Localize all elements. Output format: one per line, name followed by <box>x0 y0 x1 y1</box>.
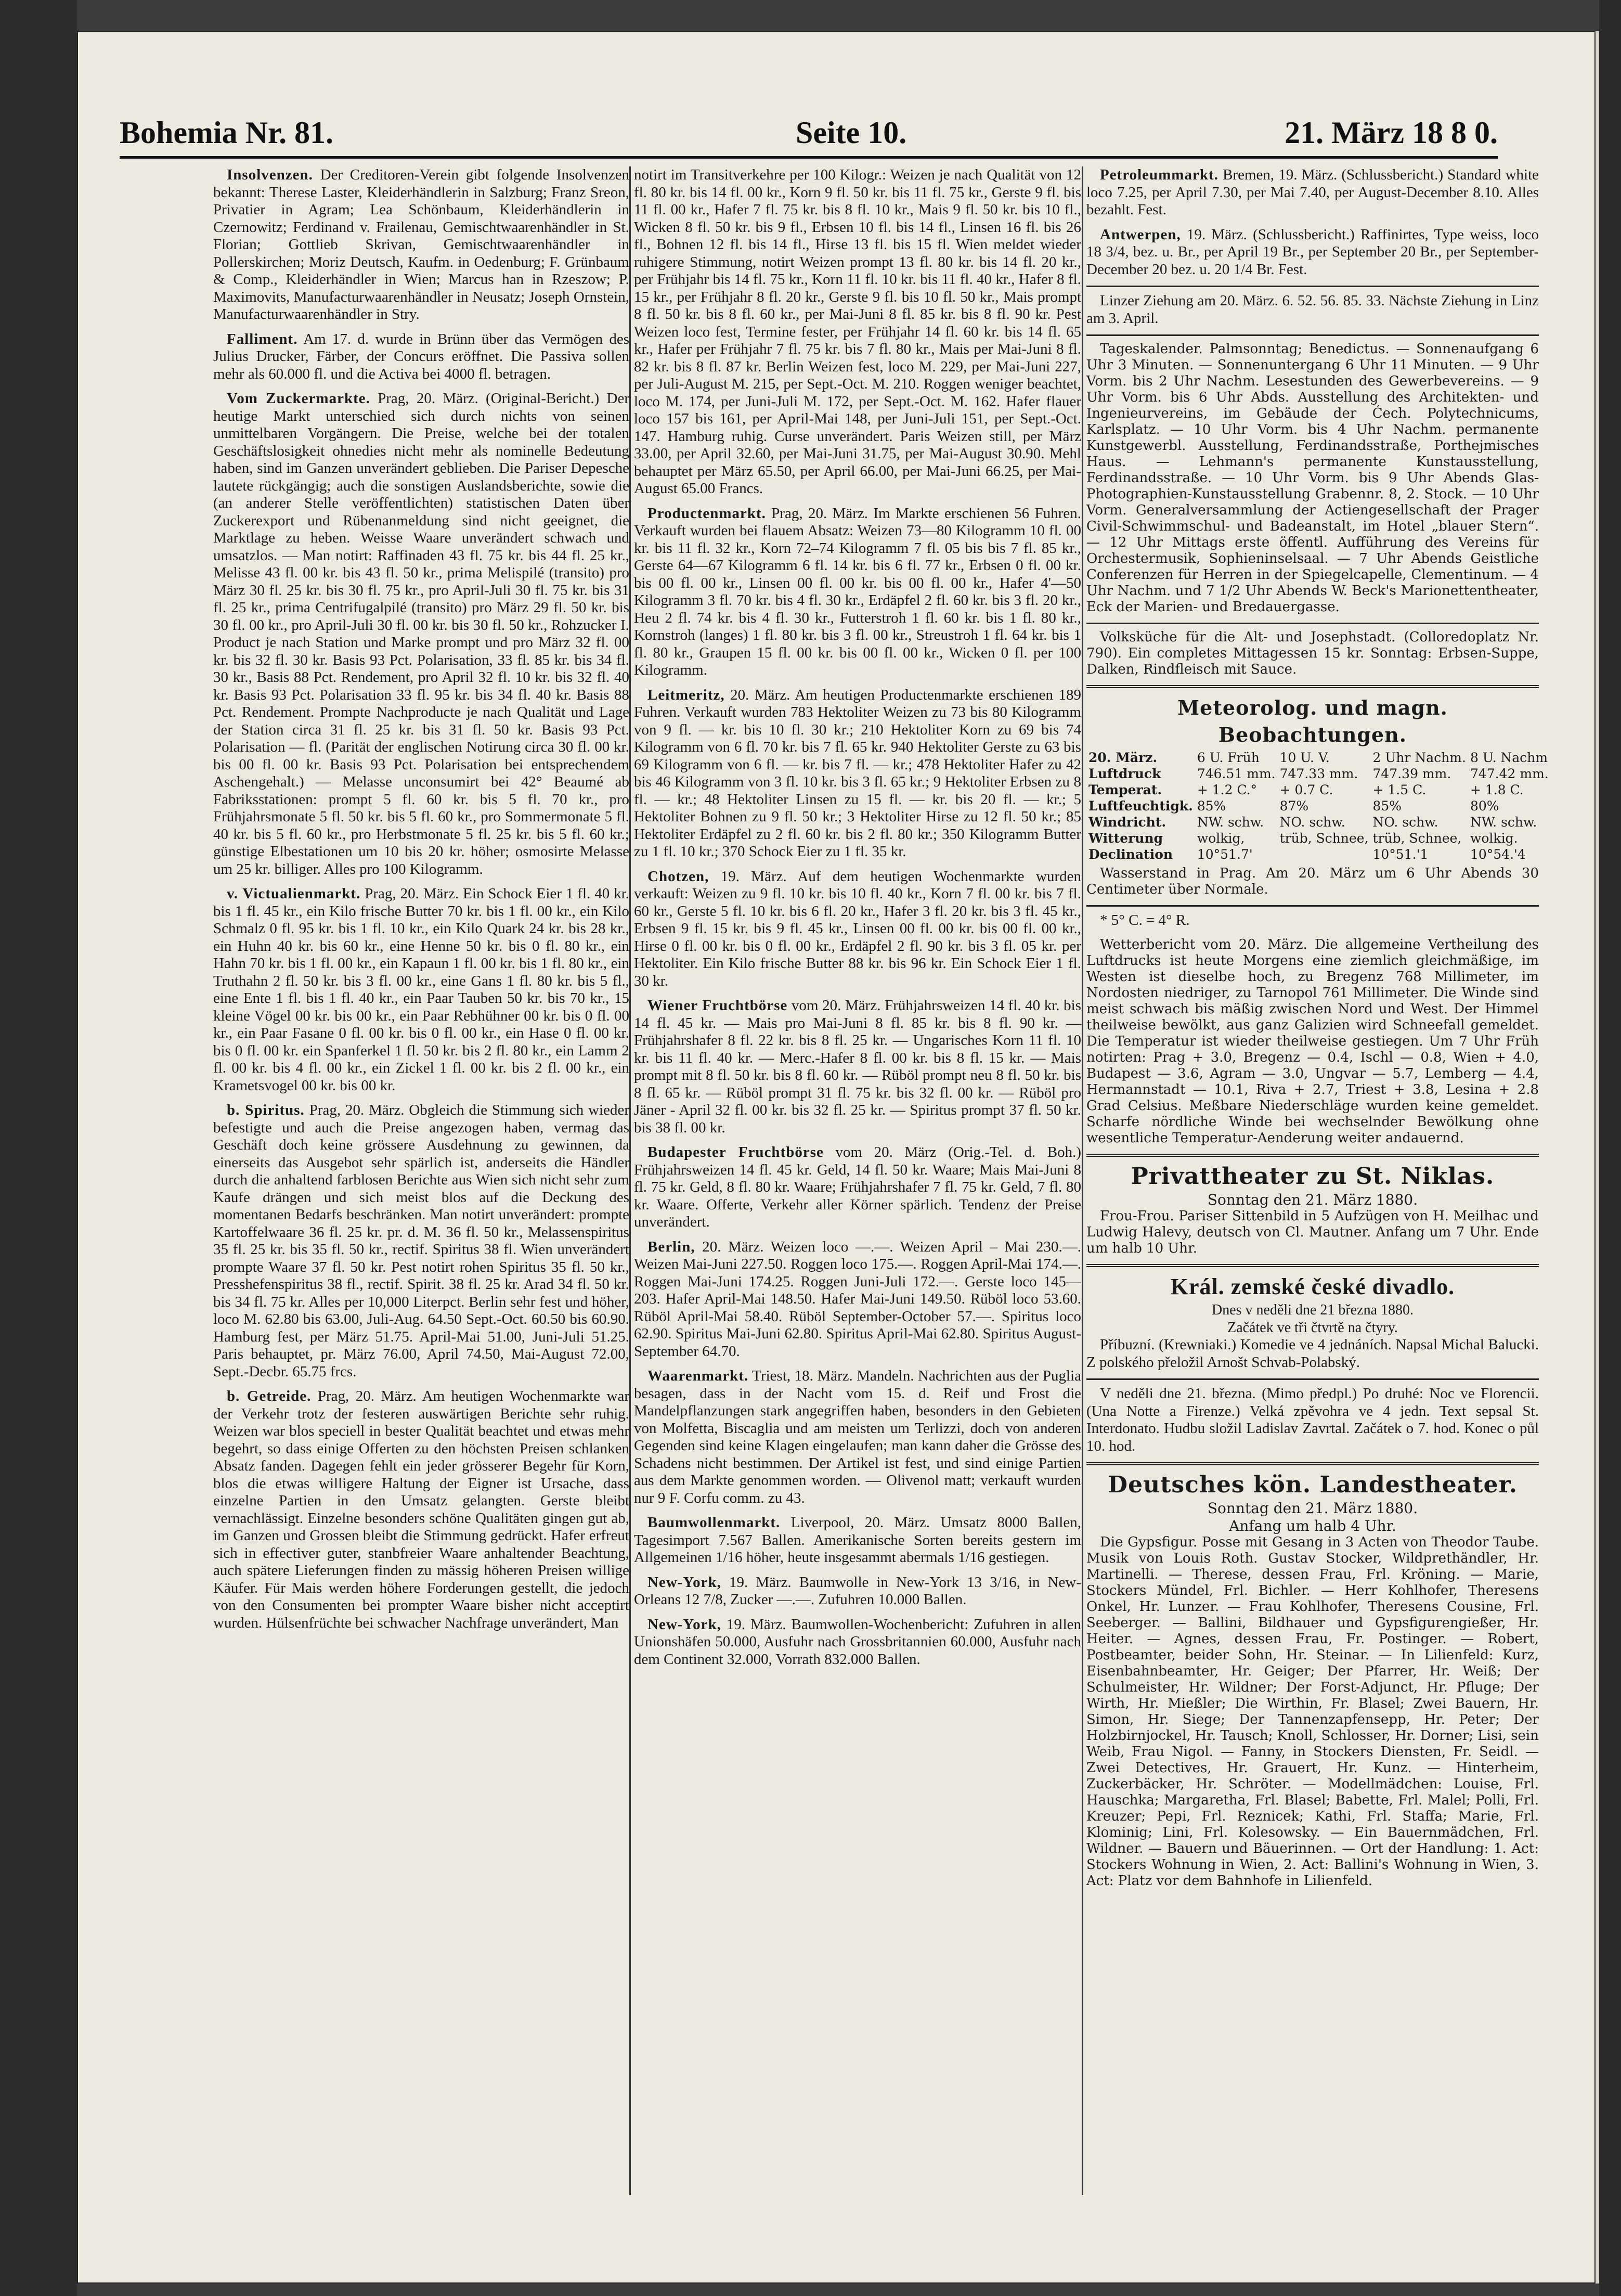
meteo-cell: trüb, Schnee, <box>1372 831 1462 846</box>
article-spiritus <box>213 1102 629 1381</box>
tageskalender-text: Tageskalender. Palmsonntag; Benedictus. — Sonnenaufgang 6 Uhr 3 Minuten. — Sonnenuntergang 6 Uhr 11 Minuten. — 9 Uhr Vorm. bis 2 Uhr Nachm. Lesestunden des Gewerbevereins. — 9 Uhr Vorm. bis 6 Uhr Abds. Ausstellung des Architekten- und Ingenieurvereins, im Gebäude der Ćech. Polytechnicums, Karlsplatz. — 10 Uhr Vorm. bis 4 Uhr Nachm. permanente Kunstgewerbl. Ausstellung, Ferdinandsstraße, Porthejmisches Haus. — Lehmann's permanente Kunstausstellung, Ferdinandsstraße. — 10 Uhr Vorm. bis 9 Uhr Abends Glas-Photographien-Kunstausstellung Grabennr. 8, 2. Stock. — 10 Uhr Vorm. Generalversammlung der Actiengesellschaft der Prager Civil-Schwimmschul- und Badeanstalt, im Hotel „blauer Stern“. — 12 Uhr Mittags erste öffentl. Aufführung des Vereins für Orchestermusik, Sophieninselsaal. — 7 Uhr Abends Geistliche Conferenzen für Herren in der Spiegelcapelle, Clementinum. — 4 Uhr Nachm. und 7 1/2 Uhr Abends W. Beck's Marionettentheater, Eck der Marien- und Bredauergasse. <box>1086 341 1539 615</box>
wasserstand <box>1086 866 1539 898</box>
article-heading: Antwerpen, <box>1100 226 1181 243</box>
article-heading: b. Spiritus. <box>227 1102 305 1118</box>
article-heading: Insolvenzen. <box>227 166 313 183</box>
meteo-row-label: Temperat. <box>1088 782 1162 797</box>
meteo-table <box>1086 750 1551 862</box>
meteo-row <box>1086 782 1551 798</box>
meteo-cell: 747.39 mm. <box>1372 766 1451 781</box>
meteo-row <box>1086 846 1551 862</box>
meteo-cell: 10°51.'1 <box>1372 847 1429 862</box>
linzer-ziehung-text: Linzer Ziehung am 20. März. 6. 52. 56. 85. 33. Nächste Ziehung in Linz am 3. April. <box>1086 292 1539 327</box>
article-heading: Leitmeritz, <box>647 686 725 703</box>
meteo-row-label: Windricht. <box>1088 815 1166 830</box>
article-leitmeritz <box>634 687 1081 861</box>
meteo-cell: 10 U. V. <box>1279 750 1330 765</box>
scan-left-margin <box>0 0 77 2296</box>
meteo-cell: + 1.8 C. <box>1470 782 1524 797</box>
wetterbericht <box>1086 937 1539 1146</box>
meteo-row-label: 20. März. <box>1088 750 1158 765</box>
article-productenmarkt <box>634 505 1081 679</box>
meteo-row <box>1086 830 1551 846</box>
article-body: Prag, 20. März. (Original-Bericht.) Der heutige Markt unterschied sich durch nichts von seinen unmittelbaren Vorgängern. Die Preise, welche bei der totalen Geschäftslosigkeit ohnedies nicht mehr als nominelle Bedeutung haben, sind im Ganzen unverändert geblieben. Die Pariser Depesche lautete rückgängig; auch die sonstigen Auslandsberichte, sowie die (an anderer Stelle veröffentlichten) statistischen Daten über Zuckerexport und Rübenanmeldung sind nicht geeignet, die Marktlage zu heben. Weisse Waare unverändert schwach und umsatzlos. — Man notirt: Raffinaden 43 fl. 75 kr. bis 44 fl. 25 kr., Melisse 43 fl. 00 kr. bis 43 fl. 50 kr., prima Melispilé (transito) pro März 30 fl. 25 kr. bis 30 fl. 75 kr., pro April-Juli 30 fl. 75 kr. bis 31 fl. 25 kr., prima Centrifugalpilé (transito) pro März 29 fl. 50 kr. bis 30 fl. 00 kr., pro April-Juli 30 fl. 00 kr. bis 30 fl. 50 kr., Rohzucker I. Product je nach Station und Marke prompt und pro März 32 fl. 00 kr. bis 32 fl. 30 kr. Basis 93 Pct. Polarisation, 33 fl. 85 kr. bis 34 fl. 30 kr., Basis 88 Pct. Rendement, pro April 32 fl. 10 kr. bis 32 fl. 40 kr. Basis 93 Pct. Polarisation 33 fl. 95 kr. bis 34 fl. 40 kr. Basis 88 Pct. Rendement. Prompte Nachproducte je nach Qualität und Lage der Station circa 31 fl. 25 kr. bis 31 fl. 50 kr. Basis 93 Pct. Polarisation — fl. (Parität der englischen Notirung circa 30 fl. 00 kr. bis 00 fl. 00 kr. Basis 93 Pct. Polarisation bei entsprechendem Aschengehalt.) — Melasse unconsumirt bei 42° Beaumé ab Fabriksstationen: prompt 5 fl. 60 kr. bis 5 fl. 70 kr., pro Frühjahrsmonate 5 fl. 50 kr. bis 5 fl. 60 kr., pro Sommermonate 5 fl. 40 kr. bis 5 fl. 60 kr., pro Herbstmonate 5 fl. 25 kr. bis 5 fl. 60 kr.; günstige Elbestationen um 10 bis 20 kr. höher; osmosirte Melasse um 25 kr. billiger. Alles pro 100 Kilogramm. <box>213 390 630 878</box>
double-rule <box>1086 1264 1539 1267</box>
wetterbericht-text: Wetterbericht vom 20. März. Die allgemeine Vertheilung des Luftdrucks ist heute Morgens eine ziemlich gleichmäßige, im Westen ist dieselbe hoch, zu Bregenz 768 Millimeter, im Nordosten niedriger, zu Tarnopol 761 Millimeter. Die Winde sind meist schwach bis mäßig zwischen Nord und West. Der Himmel theilweise bewölkt, aus ganz Galizien wird Schneefall gemeldet. Die Temperatur ist wieder theilweise gestiegen. Um 7 Uhr Früh notirten: Prag + 3.0, Bregenz — 0.4, Ischl — 0.8, Wien + 4.0, Budapest — 3.6, Agram — 3.0, Ungvar — 5.7, Lemberg — 4.4, Hermannstadt — 10.1, Riva + 2.7, Triest + 3.8, Lesina + 2.8 Grad Celsius. Meßbare Niederschläge wurden keine gemeldet. Scharfe nördliche Winde bei wechselnder Bewölkung ohne wesentliche Temperatur-Aenderung weiter andauernd. <box>1086 936 1539 1146</box>
article-body: Prag, 20. März. Ein Schock Eier 1 fl. 40 kr. bis 1 fl. 45 kr., ein Kilo frische Butter 70 kr. bis 1 fl. 00 kr., ein Kilo Schmalz 0 fl. 95 kr. bis 1 fl. 10 kr., ein Kilo Quark 24 kr. bis 28 kr., ein Huhn 40 kr. bis 60 kr., eine Henne 50 kr. bis 0 fl. 80 kr., ein Hahn 70 kr. bis 1 fl. 00 kr., ein Kapaun 1 fl. 00 kr. bis 1 fl. 80 kr., ein Truthahn 2 fl. 50 kr. bis 3 fl. 00 kr., eine Gans 1 fl. 80 kr. bis 5 fl., eine Ente 1 fl. bis 1 fl. 40 kr., ein Paar Tauben 50 kr. bis 70 kr., 15 kleine Vögel 00 kr. bis 00 kr., ein Paar Rebhühner 00 kr. bis 0 fl. 00 kr., ein Paar Fasane 0 fl. 00 kr. bis 0 fl. 00 kr., ein Hase 0 fl. 00 kr. bis 0 fl. 00 kr. ein Spanferkel 1 fl. 50 kr. bis 2 fl. 80 kr., ein Lamm 2 fl. 00 kr. bis 4 fl. 00 kr., ein Zickel 1 fl. 00 kr. bis 2 fl. 00 kr., ein Krametsvogel 00 kr. bis 00 kr. <box>213 885 629 1094</box>
meteo-row <box>1086 766 1551 782</box>
meteo-cell: 10°51.7' <box>1197 847 1253 862</box>
kral-evening-text: V neděli dne 21. března. (Mimo předpl.) Po druhé: Noc ve Florencii. (Una Notte a Firenze.) Velká zpěvohra ve 4 jedn. Text sepsal St. Interdonato. Hudbu složil Ladislav Zavrtal. Začátek o 7. hod. Konec o půl 10. hod. <box>1086 1385 1539 1454</box>
article-chotzen <box>634 868 1081 990</box>
landestheater-title: Deutsches kön. Landestheater. <box>1107 1472 1518 1498</box>
meteo-cell: 747.33 mm. <box>1279 766 1358 781</box>
article-heading: v. Victualienmarkt. <box>227 885 361 902</box>
article-body: 19. März. (Schlussbericht.) Raffinirtes, Type weiss, loco 18 3/4, bez. u. Br., per April 19 Br., per September 20 Br., per September-December 20 bez. u. 20 1/4 Br. Fest. <box>1086 226 1539 278</box>
meteo-row-label: Witterung <box>1088 831 1163 846</box>
article-heading: Petroleummarkt. <box>1100 166 1218 183</box>
article-wiener-fruchtboerse <box>634 997 1081 1137</box>
section-rule <box>1086 905 1539 907</box>
meteo-cell: 2 Uhr Nachm. <box>1372 750 1466 765</box>
double-rule <box>1086 685 1539 688</box>
meteo-cell: NO. schw. <box>1372 815 1438 830</box>
wasserstand-text: Wasserstand in Prag. Am 20. März um 6 Uhr Abends 30 Centimeter über Normale. <box>1086 866 1539 897</box>
article-heading: Vom Zuckermarkte. <box>227 390 370 407</box>
header-page-number: Seite 10. <box>796 115 907 150</box>
meteo-cell: 85% <box>1197 798 1226 814</box>
meteo-cell: 746.51 mm. <box>1197 766 1276 781</box>
tageskalender <box>1086 341 1539 615</box>
meteo-cell: NW. schw. <box>1197 815 1264 830</box>
article-new-york-1 <box>634 1574 1081 1609</box>
article-body: Prag, 20. März. Am heutigen Wochenmarkte war der Verkehr trotz der festeren auswärtigen Berichte sehr ruhig. Weizen war blos speciell in bester Qualität beachtet und etwas mehr begehrt, so dass einige Offerten zu den höchsten Preisen schlanken Absatz fanden. Dagegen fehlt ein jeder grösserer Begehr für Korn, blos die etwas willigere Haltung der Eigner ist Ursache, dass einzelne Partien in den Umsatz gelangten. Gerste bleibt vernachlässigt. Einzelne besonders schöne Qualitäten gingen gut ab, im Ganzen und Grossen bleibt die Stimmung gedrückt. Hafer erfreut sich in effectiver guter, stanbfreier Waare anhaltender Beachtung, auch spätere Lieferungen finden zu mässig höheren Preisen willige Käufer. Für Mais werden höhere Forderungen gestellt, die jedoch von den Consumenten bei prompter Waare bisher nicht acceptirt wurden. Hülsenfrüchte bei schwacher Nachfrage unverändert, Man <box>213 1388 630 1631</box>
double-rule <box>1086 1462 1539 1465</box>
article-waarenmarkt <box>634 1368 1081 1507</box>
meteo-cell: trüb, Schnee, <box>1279 831 1369 846</box>
column-3 <box>1082 166 1549 2195</box>
kral-evening <box>1086 1385 1539 1455</box>
article-body: Prag, 20. März. Obgleich die Stimmung sich wieder befestigte und auch die Preise angezogen haben, vermag das Geschäft doch keine grössere Ausdehnung zu gewinnen, da einerseits das Ausgebot sehr spärlich ist, anderseits die Händler durch die anhaltend farblosen Berichte aus Wien sich nicht sehr zum Kaufe drängen und sich meist blos auf die Deckung des momentanen Bedarfs beschränken. Man notirt unverändert: prompte Kartoffelwaare 36 fl. 25 kr. pr. d. M. 36 fl. 50 kr., Melassenspiritus 35 fl. 25 kr. bis 35 fl. 50 kr., rectif. Spiritus 38 fl. Wien unverändert prompte Waare 37 fl. 50 kr. Pest notirt rohen Spiritus 35 fl. 50 kr., Presshefenspiritus 38 fl., rectif. Spirit. 38 fl. 25 kr. Arad 34 fl. 50 kr. bis 34 fl. 75 kr. Alles per 10,000 Literpct. Berlin sehr fest und höher, loco M. 62.80 bis 63.00, Juli-Aug. 64.50 Sept.-Oct. 60.50 bis 60.90. Hamburg fest, per März 51.75. April-Mai 51.00, Juni-Juli 51.25. Paris behauptet, pr. März 76.00, April 74.50, Mai-August 72.00, Sept.-Decbr. 65.75 frcs. <box>213 1102 630 1380</box>
article-budapester-fruchtboerse <box>634 1144 1081 1231</box>
scan-right-edge <box>1599 0 1621 2296</box>
meteo-row <box>1086 798 1551 814</box>
article-body: Am 17. d. wurde in Brünn über das Vermögen des Julius Drucker, Färber, der Concurs eröffnet. Die Passiva sollen mehr als 60.000 fl. und die Activa bei 4000 fl. betragen. <box>213 330 629 382</box>
article-heading: Budapester Fruchtbörse <box>647 1144 824 1160</box>
meteo-row-label: Luftfeuchtigk. <box>1088 798 1193 814</box>
article-heading: Baumwollenmarkt. <box>647 1514 781 1531</box>
header-publication: Bohemia Nr. 81. <box>120 115 334 150</box>
meteo-cell: + 1.2 C.° <box>1197 782 1257 797</box>
article-body: vom 20. März. Frühjahrsweizen 14 fl. 40 kr. bis 14 fl. 45 kr. — Mais pro Mai-Juni 8 fl. 85 kr. bis 8 fl. 90 kr. — Frühjahrshafer 8 fl. 22 kr. bis 8 fl. 25 kr. — Ungarisches Korn 11 fl. 10 kr. bis 11 fl. 40 kr. — Merc.-Hafer 8 fl. 00 kr. bis 8 fl. 15 kr. — Mais prompt mit 8 fl. 50 kr. bis 8 fl. 60 kr. — Rüböl prompt neu 8 fl. 50 kr. bis 8 fl. 65 kr. — Rüböl prompt 31 fl. 75 kr. bis 32 fl. 00 kr. — Rüböl pro Jäner - April 32 fl. 00 kr. bis 32 fl. 25 kr. — Spiritus prompt 37 fl. 50 kr. bis 38 fl. 00 kr. <box>634 997 1081 1136</box>
article-heading: Wiener Fruchtbörse <box>647 997 788 1014</box>
linzer-ziehung <box>1086 292 1539 327</box>
article-body: Prag, 20. März. Im Markte erschienen 56 Fuhren. Verkauft wurden bei flauem Absatz: Weizen 73—80 Kilogramm 10 fl. 00 kr. bis 11 fl. 32 kr., Korn 72–74 Kilogramm 7 fl. 05 bis bis 7 fl. 85 kr., Gerste 64—67 Kilogramm 6 fl. 14 kr. bis 6 fl. 77 kr., Erbsen 0 fl. 00 kr. bis 00 fl. 00 kr., Linsen 00 fl. 00 kr. bis 00 fl. 00 kr., Hafer 4'—50 Kilogramm 3 fl. 70 kr. bis 4 fl. 30 kr., Erdäpfel 2 fl. 60 kr. bis 3 fl. 20 kr., Heu 2 fl. 74 kr. bis 4 fl. 30 kr., Futterstroh 1 fl. 60 kr. bis 1 fl. 80 kr., Kornstroh (langes) 1 fl. 80 kr. bis 3 fl. 00 kr., Streustroh 1 fl. 64 kr. bis 1 fl. 80 kr., Graupen 15 fl. 00 kr. bis 00 fl. 00 kr., Wicken 0 fl. per 100 Kilogramm. <box>634 505 1081 678</box>
column-1 <box>213 166 629 2195</box>
double-rule <box>1086 1154 1539 1157</box>
meteo-cell: 6 U. Früh <box>1197 750 1260 765</box>
section-rule <box>1086 334 1539 336</box>
volkskueche-text: Volksküche für die Alt- und Josephstadt. (Colloredoplatz Nr. 790). Ein completes Mittagessen 15 kr. Sonntag: Erbsen-Suppe, Dalken, Rindfleisch mit Sauce. <box>1086 629 1539 677</box>
article-heading: New-York, <box>647 1616 721 1633</box>
meteo-cell: wolkig. <box>1470 831 1518 846</box>
meteo-cell: + 1.5 C. <box>1372 782 1427 797</box>
meteo-title: Meteorolog. und magn. Beobachtungen. <box>1177 696 1448 746</box>
privattheater-program <box>1086 1208 1539 1257</box>
meteo-cell: 10°54.'4 <box>1470 847 1526 862</box>
article-falliment <box>213 331 629 383</box>
article-berlin <box>634 1239 1081 1361</box>
meteo-cell: wolkig, <box>1197 831 1245 846</box>
meteo-cell: 80% <box>1470 798 1499 814</box>
section-rule <box>1086 286 1539 287</box>
article-body: notirt im Transitverkehre per 100 Kilogr.: Weizen je nach Qualität von 12 fl. 80 kr. bis 14 fl. 00 kr., Korn 9 fl. 50 kr. bis 11 fl. 75 kr., Gerste 9 fl. bis 11 fl. 00 kr., Hafer 7 fl. 75 kr. bis 8 fl. 10 kr., Mais 9 fl. 50 kr. bis 10 fl., Wicken 8 fl. 50 kr. bis 9 fl., Erbsen 10 fl. bis 14 fl., Linsen 16 fl. bis 26 fl., Bohnen 12 fl. bis 14 fl., Hirse 13 fl. bis 15 fl. Wien meldet wieder ruhigere Stimmung, notirt Weizen prompt 13 fl. 80 kr. bis 14 fl. 20 kr., per Frühjahr bis 14 fl. 75 kr., Korn 11 fl. 10 kr. bis 11 fl. 40 kr., Hafer 8 fl. 15 kr., per Frühjahr 8 fl. 20 kr., Gerste 9 fl. bis 10 fl. 50 kr., Mais prompt 8 fl. 50 kr. bis 8 fl. 60 kr., per Mai-Juni 8 fl. 85 kr. bis 8 fl. 90 kr. Pest Weizen loco fest, Termine fester, per Frühjahr 14 fl. 60 kr. bis 14 fl. 65 kr., Hafer per Frühjahr 7 fl. 75 kr. bis 7 fl. 80 kr., Mais per Mai-Juni 8 fl. 82 kr. bis 8 fl. 87 kr. Berlin Weizen fest, loco M. 229, per Mai-Juni 227, per Juli-August M. 215, per Sept.-Oct. M. 210. Roggen weniger beachtet, loco M. 174, per Juni-Juli M. 172, per Sept.-Oct. M. 162. Hafer flauer loco 157 bis 161, per April-Mai 148, per Juni-Juli 151, per Sept.-Oct. 147. Hamburg ruhig. Curse unverändert. Paris Weizen still, per März 33.00, per April 32.60, per Mai-Juni 31.75, per Mai-August 30.90. Mehl behauptet per März 65.50, per April 66.00, per Mai-Juni 66.25, per Mai-August 65.00 Francs. <box>634 166 1081 497</box>
meteo-cell: 87% <box>1279 798 1309 814</box>
meteo-row-label: Luftdruck <box>1088 766 1161 781</box>
landestheater-text: Die Gypsfigur. Posse mit Gesang in 3 Acten von Theodor Taube. Musik von Louis Roth. Gustav Stocker, Wildprethändler, Hr. Martinelli. — Therese, dessen Frau, Frl. Kröning. — Marie, Stockers Mündel, Frl. Bichler. — Herr Kohlhofer, Theresens Onkel, Hr. Lunzer. — Frau Kohlhofer, Theresens Cousine, Frl. Seeberger. — Ballini, Bildhauer und Gypsfigurengießer, Hr. Heiter. — Agnes, dessen Frau, Fr. Postinger. — Robert, Postbeamter, beider Sohn, Hr. Steinar. — In Lilienfeld: Kurz, Eisenbahnbeamter, Hr. Geiger; Der Pfarrer, Hr. Weiß; Der Schulmeister, Hr. Wildner; Der Forst-Adjunct, Hr. Pfluge; Der Wirth, Hr. Mießler; Die Wirthin, Fr. Blasel; Zwei Bauern, Hr. Simon, Hr. Siege; Der Tannenzapfensepp, Hr. Peter; Der Holzbirnjockel, Hr. Tausch; Knoll, Schlosser, Hr. Dorner; Lisi, sein Weib, Frau Nigol. — Fanny, in Stockers Diensten, Fr. Seidl. — Zwei Detectives, Hr. Grauert, Hr. Kunz. — Hinterheim, Zuckerbäcker, Hr. Schröter. — Modellmädchen: Louise, Frl. Hauschka; Margaretha, Frl. Blasel; Babette, Frl. Malel; Polli, Frl. Kreuzer; Pepi, Frl. Reznicek; Kathi, Frl. Staffa; Marie, Frl. Klominig; Lini, Frl. Kolesowsky. — Ein Bauernmädchen, Frl. Wildner. — Bauern und Bäuerinnen. — Ort der Handlung: 1. Act: Stockers Wohnung in Wien, 2. Act: Ballini's Wohnung in Wien, 3. Act: Platz vor dem Bahnhofe in Lilienfeld. <box>1086 1534 1539 1889</box>
article-body: 19. März. Baumwollen-Wochenbericht: Zufuhren in allen Unionshäfen 50.000, Ausfuhr nach Grossbritannien 60.000, Ausfuhr nach dem Continent 32.000, Vorrath 832.000 Ballen. <box>634 1616 1081 1668</box>
meteo-cell: NW. schw. <box>1470 815 1537 830</box>
section-rule <box>1086 623 1539 624</box>
article-body: 20. März. Am heutigen Productenmarkte erschienen 189 Fuhren. Verkauft wurden 783 Hektoliter Weizen zu 73 bis 80 Kilogramm von 9 fl. — kr. bis 10 fl. 30 kr.; 210 Hektoliter Korn zu 69 bis 74 Kilogramm von 6 fl. 70 kr. bis 7 fl. 65 kr. 940 Hektoliter Gerste zu 63 bis 69 Kilogramm von 6 fl. — kr. bis 7 fl. — kr.; 478 Hektoliter Hafer zu 42 bis 46 Kilogramm von 3 fl. 10 kr. bis 3 fl. 65 kr.; 9 Hektoliter Erbsen zu 8 fl. — kr.; 48 Hektoliter Linsen zu 15 fl. — kr. bis 20 fl. — kr.; 5 Hektoliter Bohnen zu 9 fl. 50 kr.; 3 Hektoliter Hirse zu 12 fl. 50 kr.; 85 Hektoliter Erdäpfel zu 2 fl. 60 kr. bis 2 fl. 80 kr.; 350 Kilogramm Butter zu 1 fl. 10 kr.; 370 Schock Eier zu 1 fl. 35 kr. <box>634 686 1082 860</box>
article-baumwollenmarkt <box>634 1514 1081 1567</box>
article-body: Liverpool, 20. März. Umsatz 8000 Ballen, Tagesimport 7.567 Ballen. Amerikanische Sorten bereits gestern im Allgemeinen 1/16 höher, heute insgesammt abermals 1/16 gestiegen. <box>634 1514 1081 1566</box>
kral-program <box>1086 1336 1539 1371</box>
header-date: 21. März 18 8 0. <box>1285 115 1498 150</box>
article-body: Der Creditoren-Verein gibt folgende Insolvenzen bekannt: Therese Laster, Kleiderhändlerin in Salzburg; Franz Sreon, Privatier in Agram; Lea Schönbaum, Kleiderhändlerin in Czernowitz; Ferdinand v. Frailenau, Gemischtwaarenhändler in St. Florian; Gottlieb Skrivan, Gemischtwaarenhändler in Pollerskirchen; Moriz Deutsch, Kaufm. in Oedenburg; F. Grünbaum & Comp., Kleiderhändler in Wien; Marcus han in Rzeszow; P. Maximovits, Manufacturwaarenhändler in Neusatz; Joseph Ornstein, Manufacturwaarenhändler in Stry. <box>213 166 629 323</box>
article-body: 19. März. Baumwolle in New-York 13 3/16, in New-Orleans 12 7/8, Zucker —.—. Zufuhren 10.000 Ballen. <box>634 1573 1081 1608</box>
kral-text: Příbuzní. (Krewniaki.) Komedie ve 4 jednáních. Napsal Michal Balucki. Z polského přeložil Arnošt Schvab-Polabský. <box>1086 1336 1539 1371</box>
meteo-cell: 8 U. Nachm <box>1470 750 1548 765</box>
landestheater-start: Anfang um halb 4 Uhr. <box>1229 1517 1396 1534</box>
meteo-cell: + 0.7 C. <box>1279 782 1333 797</box>
article-heading: Chotzen, <box>647 868 709 885</box>
article-petroleum <box>1086 166 1539 219</box>
article-heading: Berlin, <box>647 1238 695 1255</box>
meteo-cell: 85% <box>1372 798 1402 814</box>
meteo-note <box>1086 912 1539 930</box>
meteo-row <box>1086 814 1551 830</box>
kral-divadlo-title: Král. zemské české divadlo. <box>1170 1274 1455 1299</box>
article-zuckermarkt <box>213 390 629 878</box>
article-getreide <box>213 1388 629 1632</box>
article-heading: Waarenmarkt. <box>647 1368 749 1384</box>
article-body: 19. März. Auf dem heutigen Wochenmarkte wurden verkauft: Weizen zu 9 fl. 10 kr. bis 10 fl. 40 kr., Korn 7 fl. 00 kr. bis 7 fl. 60 kr., Gerste 5 fl. 10 kr. bis 6 fl. 20 kr., Hafer 3 fl. 20 kr. bis 3 fl. 45 kr., Erbsen 9 fl. 15 kr. bis 9 fl. 45 kr., Linsen 00 fl. 00 kr. bis 00 fl. 00 kr., Hirse 0 fl. 00 kr. bis 0 fl. 00 kr., Erdäpfel 2 fl. 90 kr. bis 3 fl. 05 kr. per Hektoliter. Ein Kilo frische Butter 88 kr. bis 96 kr. Ein Schock Eier 1 fl. 30 kr. <box>634 868 1081 989</box>
section-rule <box>1086 1378 1539 1380</box>
meteo-row-label: Declination <box>1088 847 1173 862</box>
privattheater-title: Privattheater zu St. Niklas. <box>1131 1163 1495 1190</box>
volkskueche <box>1086 629 1539 678</box>
article-body: vom 20. März (Orig.-Tel. d. Boh.) Frühjahrsweizen 14 fl. 45 kr. Geld, 14 fl. 50 kr. Waare; Mais Mai-Juni 8 fl. 75 kr. Geld, 8 fl. 80 kr. Waare; Frühjahrshafer 7 fl. 75 kr. Geld, 7 fl. 80 kr. Waare. Offerte, Verkehr aller Körner spärlich. Tendenz der Preise unverändert. <box>634 1144 1082 1230</box>
article-body: Bremen, 19. März. (Schlussbericht.) Standard white loco 7.25, per April 7.30, per Mai 7.40, per August-December 8.10. Alles bezahlt. Fest. <box>1086 166 1539 218</box>
article-heading: Falliment. <box>227 330 298 347</box>
page-header <box>120 109 1498 159</box>
meteo-cell: NO. schw. <box>1279 815 1345 830</box>
article-heading: New-York, <box>647 1573 721 1591</box>
article-body: 20. März. Weizen loco —.—. Weizen April – Mai 230.—. Weizen Mai-Juni 227.50. Roggen loco 175.—. Roggen April-Mai 174.—. Roggen Mai-Juni 174.25. Roggen Juni-Juli 172.—. Gerste loco 145—203. Hafer April-Mai 148.50. Hafer Mai-Juni 149.50. Rüböl loco 53.60. Rüböl April-Mai 58.40. Rüböl September-October 57.—. Spiritus loco 62.90. Spiritus Mai-Juni 62.80. Spiritus April-Mai 62.80. Spiritus August-September 64.70. <box>634 1238 1081 1360</box>
landestheater-program <box>1086 1534 1539 1889</box>
article-victualienmarkt <box>213 885 629 1094</box>
meteo-row <box>1086 750 1551 766</box>
privattheater-date: Sonntag den 21. März 1880. <box>1207 1191 1418 1208</box>
column-2 <box>629 166 1081 2195</box>
kral-line1: Dnes v neděli dne 21 března 1880. <box>1212 1302 1413 1318</box>
kral-line2: Začátek ve tři čtvrtě na čtyry. <box>1227 1319 1398 1336</box>
article-heading: b. Getreide. <box>227 1388 312 1404</box>
article-antwerpen <box>1086 226 1539 279</box>
article-new-york-2 <box>634 1616 1081 1669</box>
article-heading: Productenmarkt. <box>647 505 766 522</box>
landestheater-date: Sonntag den 21. März 1880. <box>1207 1500 1418 1517</box>
meteo-cell <box>1278 846 1371 862</box>
article-transit-continued <box>634 166 1081 498</box>
privattheater-text: Frou-Frou. Pariser Sittenbild in 5 Aufzügen von H. Meilhac und Ludwig Halevy, deutsch von Cl. Mautner. Anfang um 7 Uhr. Ende um halb 10 Uhr. <box>1086 1208 1539 1256</box>
meteo-note-text: * 5° C. = 4° R. <box>1100 912 1190 928</box>
article-insolvenzen <box>213 166 629 324</box>
meteo-cell: 747.42 mm. <box>1470 766 1549 781</box>
article-body: Triest, 18. März. Mandeln. Nachrichten aus der Puglia besagen, dass in der Nacht vom 15. d. Reif und Frost die Mandelpflanzungen stark angegriffen haben, besonders in den Gebieten von Molfetta, Biscaglia und am meisten um Terlizzi, doch von anderen Gegenden sind keine Klagen eingelaufen; man kann daher die Grösse des Schadens nicht bestimmen. Der Artikel ist fest, und sind einige Partien aus dem Markte genommen worden. — Olivenol matt; verkauft wurden nur 9 F. Corfu comm. zu 43. <box>634 1368 1081 1506</box>
